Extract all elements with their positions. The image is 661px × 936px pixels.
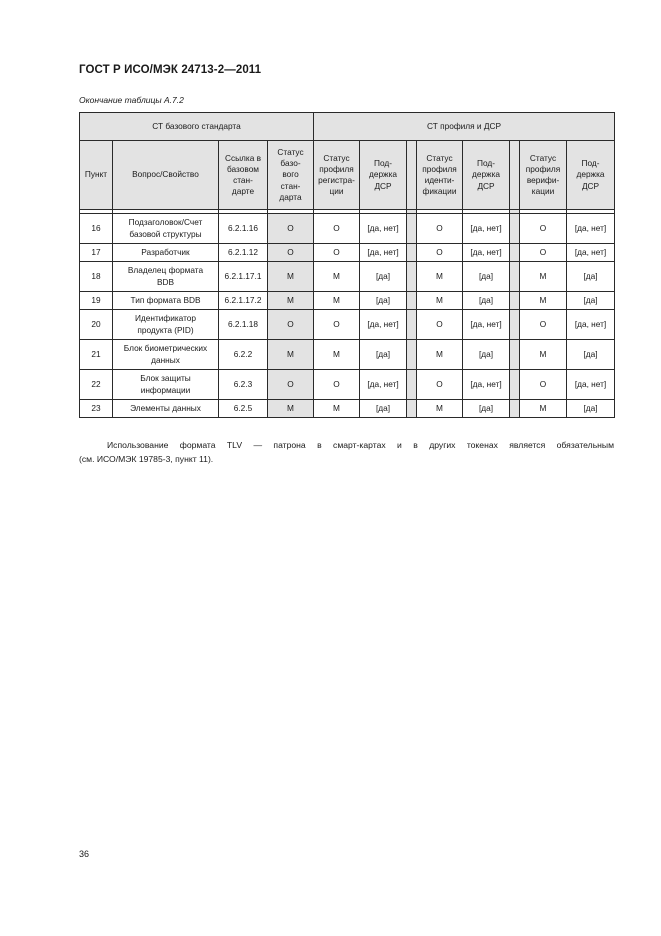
group-header-base-standard: СТ базового стандарта [80,113,314,141]
cell-item: 21 [80,340,113,370]
cell-reg-status: О [314,370,360,400]
cell-ident-status: О [417,370,463,400]
cell-question: Разработчик [113,244,219,262]
table-row [80,340,615,370]
separator-cell [407,310,417,340]
col-header-base-status: Статус базо- вого стан- дарта [268,141,314,210]
separator-cell [407,292,417,310]
cell-item: 23 [80,400,113,418]
page-number: 36 [79,849,90,859]
separator-cell [510,370,520,400]
cell-base-status: О [268,370,314,400]
cell-ident-support: [да, нет] [463,370,510,400]
separator-cell [407,262,417,292]
cell-reg-support: [да] [360,262,407,292]
cell-ref: 6.2.1.12 [219,244,268,262]
cell-verif-status: М [520,340,567,370]
cell-item: 19 [80,292,113,310]
table-row [80,292,615,310]
cell-verif-status: О [520,310,567,340]
cell-item: 18 [80,262,113,292]
cell-item: 20 [80,310,113,340]
cell-ref: 6.2.1.17.2 [219,292,268,310]
cell-reg-status: О [314,244,360,262]
cell-reg-status: О [314,214,360,244]
cell-base-status: М [268,400,314,418]
cell-ident-status: М [417,400,463,418]
cell-ident-status: О [417,310,463,340]
cell-reg-support: [да] [360,400,407,418]
separator-cell [510,400,520,418]
cell-question: Владелец формата BDB [113,262,219,292]
table-row [80,214,615,244]
table-row [80,310,615,340]
separator-cell [407,214,417,244]
cell-base-status: М [268,292,314,310]
cell-verif-status: М [520,262,567,292]
cell-verif-support: [да, нет] [567,214,615,244]
cell-ident-status: М [417,340,463,370]
cell-reg-status: М [314,292,360,310]
cell-reg-status: М [314,400,360,418]
cell-verif-status: М [520,400,567,418]
cell-reg-support: [да, нет] [360,244,407,262]
separator-cell [407,244,417,262]
col-header-ref: Ссылка в базовом стан- дарте [219,141,268,210]
table-row [80,244,615,262]
cell-ident-support: [да] [463,262,510,292]
cell-base-status: М [268,262,314,292]
cell-verif-status: О [520,214,567,244]
separator-cell [407,340,417,370]
cell-verif-support: [да] [567,292,615,310]
cell-ident-status: М [417,292,463,310]
cell-reg-support: [да, нет] [360,370,407,400]
cell-verif-support: [да, нет] [567,244,615,262]
cell-question: Элементы данных [113,400,219,418]
col-header-item: Пункт [80,141,113,210]
cell-item: 17 [80,244,113,262]
cell-question: Блок биометрических данных [113,340,219,370]
cell-ref: 6.2.1.17.1 [219,262,268,292]
note-line-1: Использование формата TLV — патрона в смарт-картах и в других токенах является обязательным [107,440,614,450]
cell-ident-support: [да, нет] [463,244,510,262]
document-title: ГОСТ Р ИСО/МЭК 24713-2—2011 [79,64,262,76]
cell-verif-support: [да] [567,262,615,292]
cell-ident-support: [да, нет] [463,310,510,340]
cell-ref: 6.2.3 [219,370,268,400]
note-line-2: (см. ИСО/МЭК 19785-3, пункт 11). [79,454,214,464]
table-row [80,400,615,418]
cell-ident-support: [да] [463,400,510,418]
cell-reg-status: М [314,262,360,292]
cell-ident-support: [да, нет] [463,214,510,244]
cell-ref: 6.2.1.18 [219,310,268,340]
cell-question: Подзаголовок/Счет базовой структуры [113,214,219,244]
cell-ident-support: [да] [463,292,510,310]
cell-base-status: О [268,244,314,262]
cell-question: Тип формата BDB [113,292,219,310]
cell-reg-support: [да] [360,340,407,370]
cell-reg-support: [да, нет] [360,310,407,340]
cell-ref: 6.2.5 [219,400,268,418]
cell-ref: 6.2.1.16 [219,214,268,244]
cell-question: Идентификатор продукта (PID) [113,310,219,340]
cell-base-status: О [268,310,314,340]
col-header-verif-support: Под- держка ДСР [567,141,615,210]
cell-verif-status: М [520,292,567,310]
conformance-table [79,112,615,418]
separator-cell [407,370,417,400]
col-header-question: Вопрос/Свойство [113,141,219,210]
group-header-profile: СТ профиля и ДСР [314,113,615,141]
cell-reg-status: О [314,310,360,340]
col-header-ident-status: Статус профиля иденти- фикации [417,141,463,210]
cell-verif-status: О [520,244,567,262]
separator-cell [510,244,520,262]
cell-item: 16 [80,214,113,244]
separator-cell [510,262,520,292]
cell-verif-status: О [520,370,567,400]
cell-ident-status: О [417,244,463,262]
cell-ident-support: [да] [463,340,510,370]
table-caption: Окончание таблицы А.7.2 [79,95,184,105]
table-note [79,438,614,466]
table-row [80,262,615,292]
cell-ident-status: М [417,262,463,292]
separator-cell [407,141,417,210]
cell-item: 22 [80,370,113,400]
cell-question: Блок защиты информации [113,370,219,400]
separator-cell [510,141,520,210]
col-header-ident-support: Под- держка ДСР [463,141,510,210]
cell-verif-support: [да] [567,340,615,370]
cell-base-status: О [268,214,314,244]
cell-ident-status: О [417,214,463,244]
separator-cell [510,310,520,340]
table-row [80,370,615,400]
cell-verif-support: [да] [567,400,615,418]
separator-cell [407,400,417,418]
cell-reg-status: М [314,340,360,370]
col-header-verif-status: Статус профиля верифи- кации [520,141,567,210]
cell-verif-support: [да, нет] [567,370,615,400]
cell-ref: 6.2.2 [219,340,268,370]
separator-cell [510,214,520,244]
col-header-reg-status: Статус профиля регистра- ции [314,141,360,210]
cell-verif-support: [да, нет] [567,310,615,340]
cell-reg-support: [да, нет] [360,214,407,244]
col-header-reg-support: Под- держка ДСР [360,141,407,210]
separator-cell [510,292,520,310]
separator-cell [510,340,520,370]
cell-reg-support: [да] [360,292,407,310]
cell-base-status: М [268,340,314,370]
